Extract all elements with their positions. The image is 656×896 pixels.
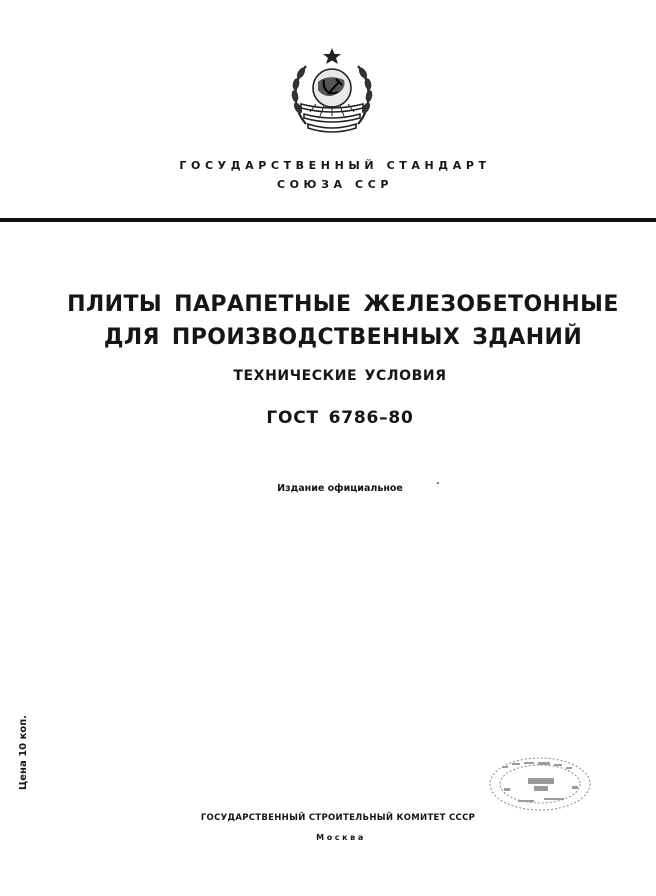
state-emblem-icon (284, 46, 380, 142)
union-heading: СОЮЗА ССР (276, 178, 394, 191)
document-title-line1: ПЛИТЫ ПАРАПЕТНЫЕ ЖЕЛЕЗОБЕТОННЫЕ (67, 292, 619, 317)
header-divider (0, 218, 656, 222)
document-subtitle: ТЕХНИЧЕСКИЕ УСЛОВИЯ (233, 368, 447, 384)
print-speck (437, 482, 439, 484)
document-title-line2: ДЛЯ ПРОИЗВОДСТВЕННЫХ ЗДАНИЙ (103, 325, 583, 350)
library-stamp-icon (482, 752, 594, 818)
state-standard-heading: ГОСУДАРСТВЕННЫЙ СТАНДАРТ (179, 159, 491, 172)
publisher-name: ГОСУДАРСТВЕННЫЙ СТРОИТЕЛЬНЫЙ КОМИТЕТ СССР (200, 813, 476, 823)
price-label: Цена 10 коп. (18, 715, 29, 790)
publication-city: Москва (316, 833, 366, 842)
edition-note: Издание официальное (277, 483, 403, 494)
standard-number: ГОСТ 6786–80 (266, 408, 414, 428)
